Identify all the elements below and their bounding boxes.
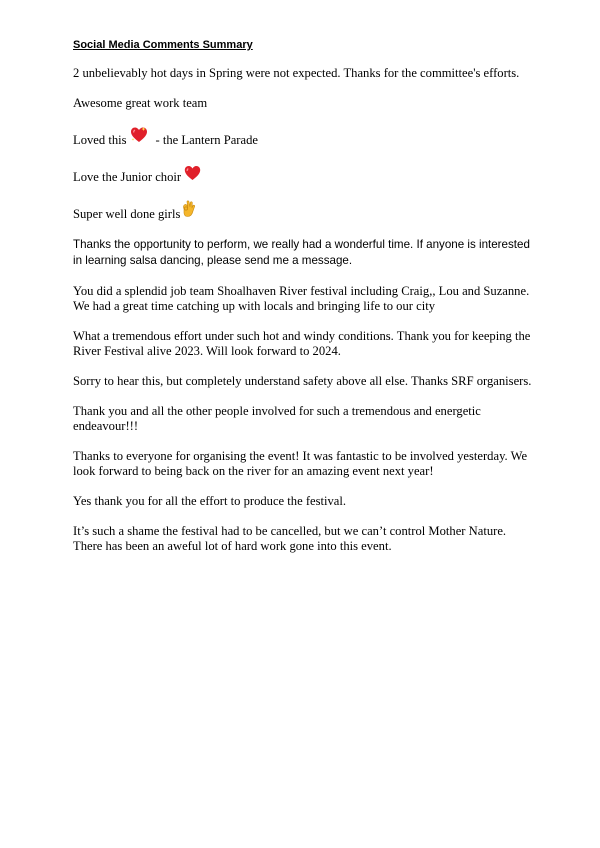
comment-3 (73, 126, 533, 148)
page-title: Social Media Comments Summary (73, 39, 253, 51)
comment-4 (73, 163, 533, 185)
comment-12: Yes thank you for all the effort to produce the festival. (73, 494, 347, 508)
document-page (73, 38, 533, 569)
comment-5 (73, 200, 533, 222)
comment-7: You did a splendid job team Shoalhaven River festival including Craig,, Lou and Suzanne. We had a great time catching up with locals and bringing life to our city (73, 284, 530, 313)
comment-1: 2 unbelievably hot days in Spring were not expected. Thanks for the committee's efforts. (73, 66, 520, 80)
comment-9: Sorry to hear this, but completely understand safety above all else. Thanks SRF organisers. (73, 374, 532, 388)
comment-10: Thank you and all the other people involved for such a tremendous and energetic endeavour!!! (73, 404, 481, 433)
sparkling-heart-icon (130, 126, 148, 148)
ok-hand-icon (181, 200, 195, 222)
comment-4-text: Love the Junior choir (73, 170, 182, 184)
comment-11: Thanks to everyone for organising the event! It was fantastic to be involved yesterday. We look forward to being back on the river for an amazing event next year! (73, 449, 528, 478)
comment-3-text: Loved this (73, 133, 127, 147)
red-heart-icon (184, 165, 201, 185)
comment-8: What a tremendous effort under such hot and windy conditions. Thank you for keeping the River Festival alive 2023. Will look forward to 2024. (73, 329, 531, 358)
comment-6: Thanks the opportunity to perform, we really had a wonderful time. If anyone is interested in learning salsa dancing, please send me a message. (73, 238, 530, 267)
comment-3-suffix: - the Lantern Parade (155, 133, 258, 147)
comment-2: Awesome great work team (73, 96, 208, 110)
comment-5-text: Super well done girls (73, 207, 181, 221)
comment-13: It’s such a shame the festival had to be cancelled, but we can’t control Mother Nature. There has been an aweful lot of hard work gone into this event. (73, 524, 507, 553)
